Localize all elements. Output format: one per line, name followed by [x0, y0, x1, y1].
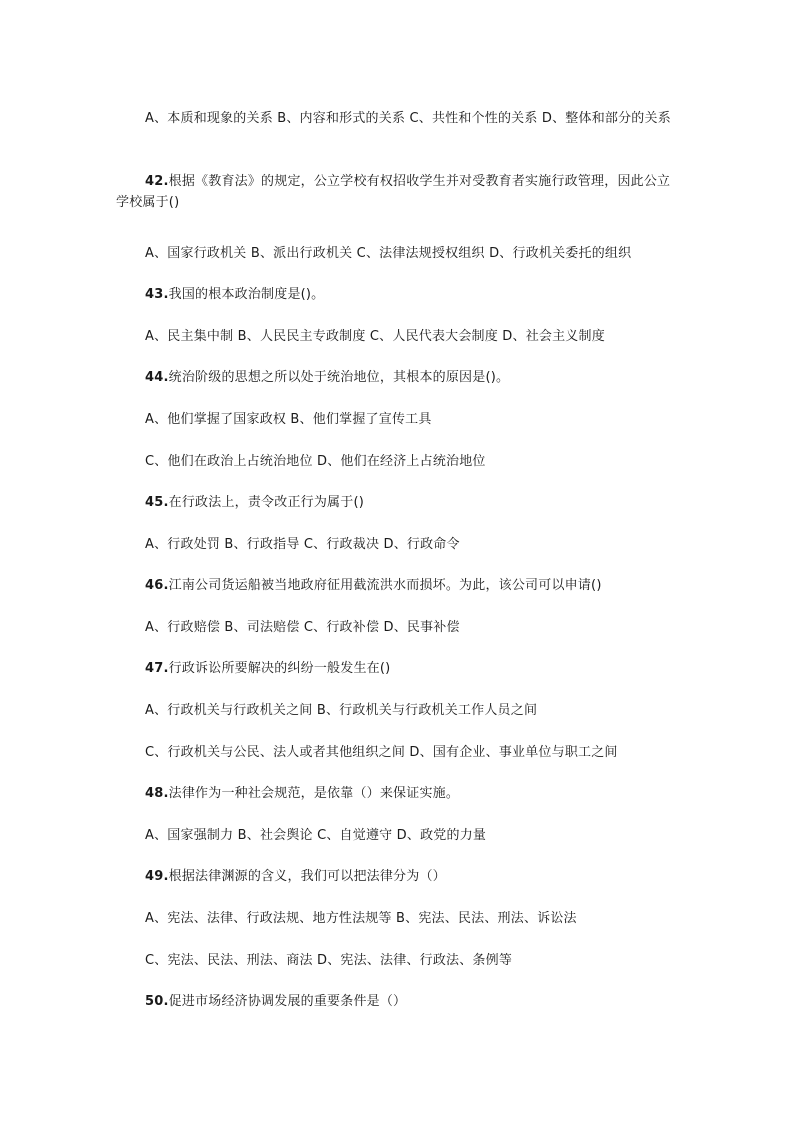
question-number: 48.	[145, 786, 169, 801]
question-text: 根据法律渊源的含义，我们可以把法律分为（）	[168, 869, 446, 884]
question-text: 行政诉讼所要解决的纠纷一般发生在()	[168, 661, 391, 676]
question-44	[116, 367, 676, 388]
option-43: A、民主集中制 B、人民民主专政制度 C、人民代表大会制度 D、社会主义制度	[145, 329, 605, 344]
question-number: 44.	[145, 370, 169, 385]
option-45: A、行政处罚 B、行政指导 C、行政裁决 D、行政命令	[145, 537, 460, 552]
option-47-cd: C、行政机关与公民、法人或者其他组织之间 D、国有企业、事业单位与职工之间	[145, 745, 618, 760]
question-number: 50.	[145, 994, 169, 1009]
question-text: 统治阶级的思想之所以处于统治地位，其根本的原因是()。	[168, 370, 510, 385]
question-47	[116, 658, 676, 679]
option-49-cd: C、宪法、民法、刑法、商法 D、宪法、法律、行政法、条例等	[145, 953, 513, 968]
question-text: 促进市场经济协调发展的重要条件是（）	[168, 994, 407, 1009]
question-number: 42.	[145, 174, 169, 189]
question-number: 49.	[145, 869, 169, 884]
option-42: A、国家行政机关 B、派出行政机关 C、法律法规授权组织 D、行政机关委托的组织	[145, 246, 632, 261]
question-46	[116, 575, 676, 596]
question-49	[116, 866, 676, 887]
question-43	[116, 284, 676, 305]
question-text: 法律作为一种社会规范，是依靠（）来保证实施。	[168, 786, 460, 801]
question-text: 在行政法上，责令改正行为属于()	[168, 495, 364, 510]
question-42	[116, 171, 676, 213]
question-45	[116, 492, 676, 513]
option-46: A、行政赔偿 B、司法赔偿 C、行政补偿 D、民事补偿	[145, 620, 460, 635]
option-44-ab: A、他们掌握了国家政权 B、他们掌握了宣传工具	[145, 412, 432, 427]
question-text: 江南公司货运船被当地政府征用截流洪水而损坏。为此，该公司可以申请()	[168, 578, 602, 593]
option-44-cd: C、他们在政治上占统治地位 D、他们在经济上占统治地位	[145, 454, 486, 469]
option-48: A、国家强制力 B、社会舆论 C、自觉遵守 D、政党的力量	[145, 828, 487, 843]
question-number: 46.	[145, 578, 169, 593]
question-48	[116, 783, 676, 804]
question-text: 根据《教育法》的规定，公立学校有权招收学生并对受教育者实施行政管理，因此公立学校属于()	[116, 174, 671, 210]
question-number: 45.	[145, 495, 169, 510]
question-number: 47.	[145, 661, 169, 676]
option-49-ab: A、宪法、法律、行政法规、地方性法规等 B、宪法、民法、刑法、诉讼法	[145, 911, 577, 926]
question-text: 我国的根本政治制度是()。	[168, 287, 325, 302]
question-number: 43.	[145, 287, 169, 302]
question-50	[116, 991, 676, 1012]
option-41: A、本质和现象的关系 B、内容和形式的关系 C、共性和个性的关系 D、整体和部分的关系	[145, 111, 671, 126]
option-47-ab: A、行政机关与行政机关之间 B、行政机关与行政机关工作人员之间	[145, 703, 538, 718]
